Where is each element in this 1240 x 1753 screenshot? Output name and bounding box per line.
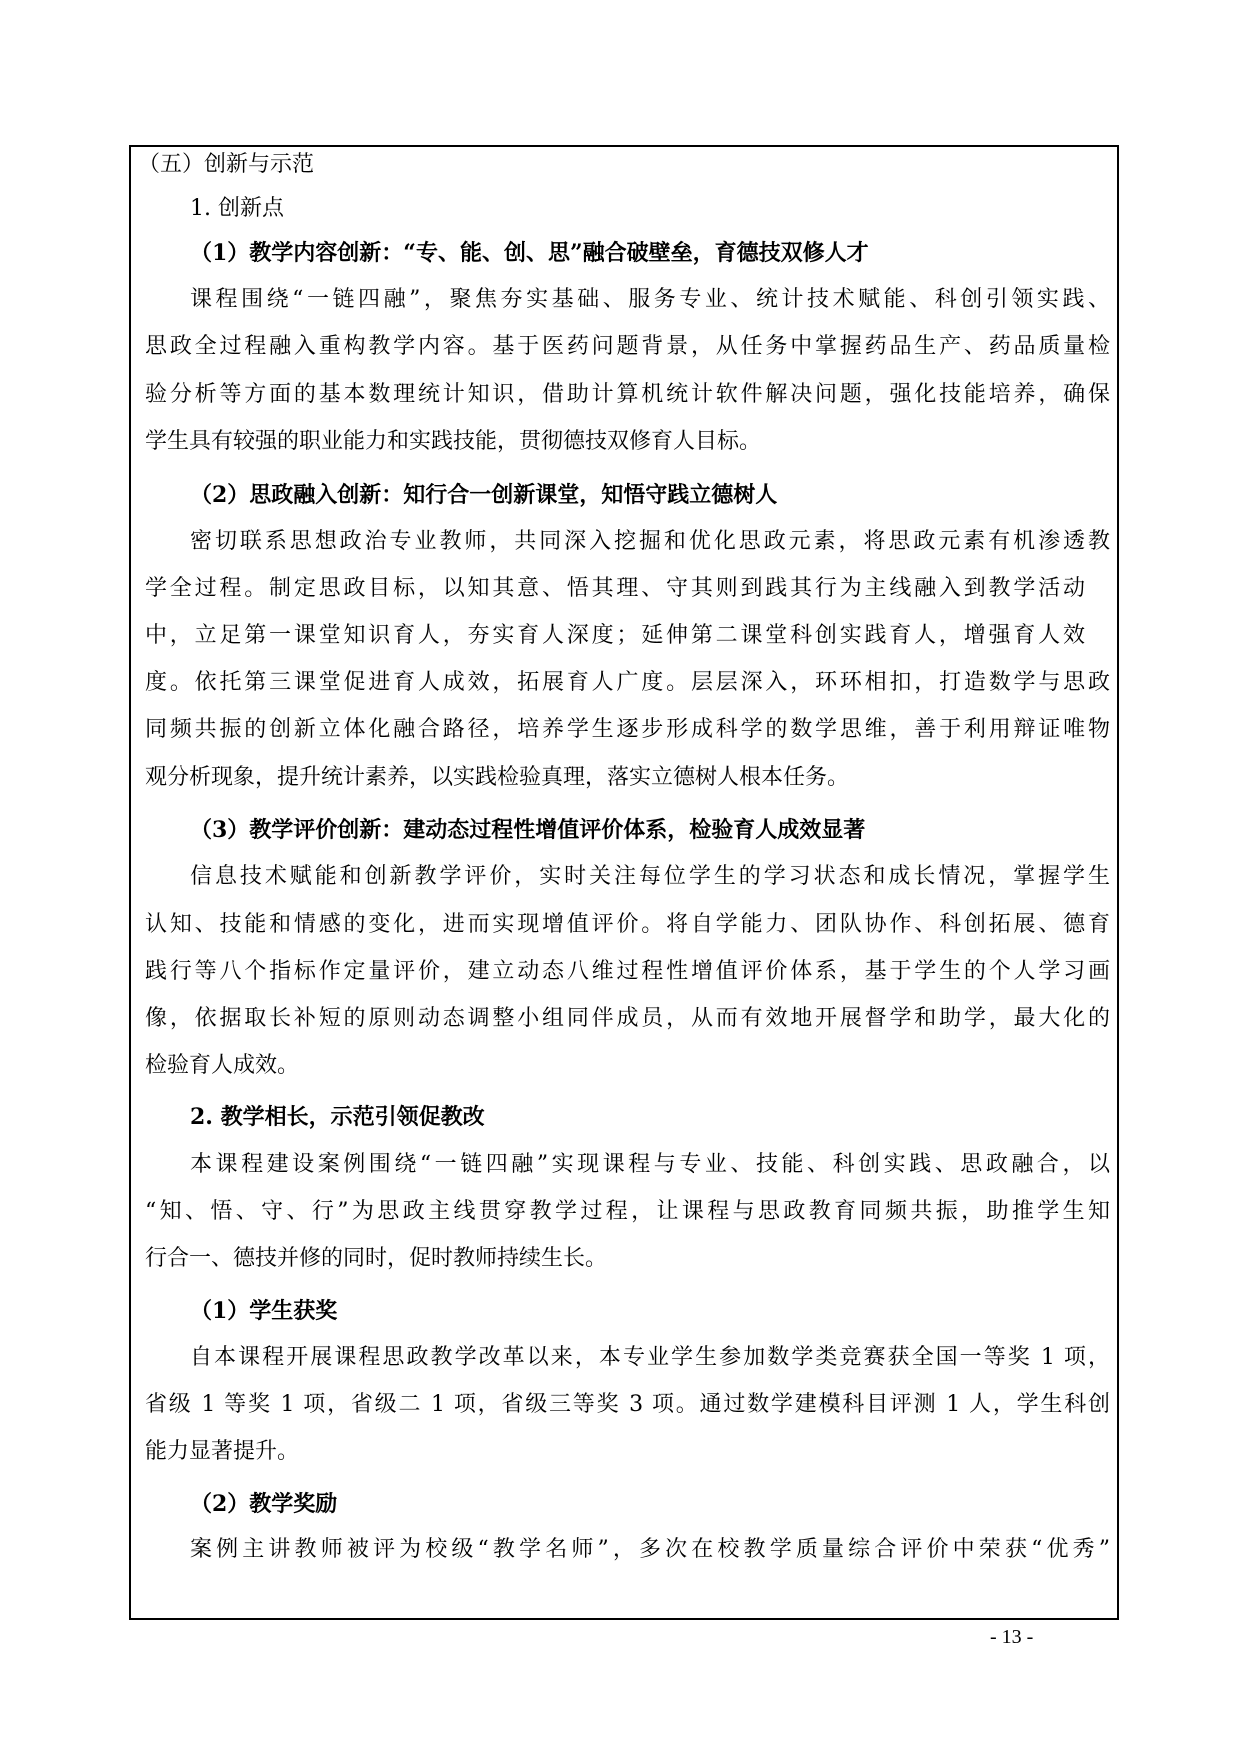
- heading-evaluation-innovation: （3）教学评价创新：建动态过程性增值评价体系，检验育人成效显著: [190, 817, 866, 843]
- para-line: 行合一、德技并修的同时，促时教师持续生长。: [145, 1246, 608, 1271]
- para-line: 课程围绕“一链四融”，聚焦夯实基础、服务专业、统计技术赋能、科创引领实践、: [190, 287, 1110, 312]
- heading-content-innovation: （1）教学内容创新：“专、能、创、思”融合破壁垒，育德技双修人才: [190, 240, 869, 266]
- para-line: 学生具有较强的职业能力和实践技能，贯彻德技双修育人目标。: [145, 429, 762, 454]
- para-line: 践行等八个指标作定量评价，建立动态八维过程性增值评价体系，基于学生的个人学习画: [145, 959, 1110, 984]
- para-line: “知、悟、守、行”为思政主线贯穿教学过程，让课程与思政教育同频共振，助推学生知: [145, 1199, 1110, 1224]
- para-line: 度。依托第三课堂促进育人成效，拓展育人广度。层层深入，环环相扣，打造数学与思政: [145, 670, 1110, 695]
- para-line: 省级 1 等奖 1 项，省级二 1 项，省级三等奖 3 项。通过数学建模科目评测 1 人，学生科创: [145, 1392, 1110, 1417]
- page-number: - 13 -: [990, 1626, 1034, 1648]
- heading-ideology-innovation: （2）思政融入创新：知行合一创新课堂，知悟守践立德树人: [190, 482, 778, 508]
- para-line: 像，依据取长补短的原则动态调整小组同伴成员，从而有效地开展督学和助学，最大化的: [145, 1006, 1110, 1031]
- heading-student-awards: （1）学生获奖: [190, 1298, 338, 1324]
- para-line: 观分析现象，提升统计素养，以实践检验真理，落实立德树人根本任务。: [145, 765, 850, 790]
- para-line: 学全过程。制定思政目标，以知其意、悟其理、守其则到践其行为主线融入到教学活动: [145, 576, 1085, 601]
- para-line: 认知、技能和情感的变化，进而实现增值评价。将自学能力、团队协作、科创拓展、德育: [145, 912, 1110, 937]
- para-line: 本课程建设案例围绕“一链四融”实现课程与专业、技能、科创实践、思政融合，以: [190, 1152, 1110, 1177]
- section-title: （五）创新与示范: [138, 152, 315, 177]
- para-line: 自本课程开展课程思政教学改革以来，本专业学生参加数学类竞赛获全国一等奖 1 项，: [190, 1345, 1110, 1370]
- para-line: 检验育人成效。: [145, 1053, 300, 1078]
- para-line: 验分析等方面的基本数理统计知识，借助计算机统计软件解决问题，强化技能培养，确保: [145, 382, 1110, 407]
- heading-teaching-awards: （2）教学奖励: [190, 1491, 338, 1517]
- para-line: 密切联系思想政治专业教师，共同深入挖掘和优化思政元素，将思政元素有机渗透教: [190, 529, 1110, 554]
- para-line: 信息技术赋能和创新教学评价，实时关注每位学生的学习状态和成长情况，掌握学生: [190, 864, 1110, 889]
- subsection-innovation: 1. 创新点: [190, 196, 284, 221]
- para-line: 能力显著提升。: [145, 1439, 300, 1464]
- para-line: 中，立足第一课堂知识育人，夯实育人深度；延伸第二课堂科创实践育人，增强育人效: [145, 623, 1085, 648]
- para-line: 思政全过程融入重构教学内容。基于医药问题背景，从任务中掌握药品生产、药品质量检: [145, 334, 1110, 359]
- para-line: 案例主讲教师被评为校级“教学名师”，多次在校教学质量综合评价中荣获“优秀”: [190, 1537, 1110, 1562]
- para-line: 同频共振的创新立体化融合路径，培养学生逐步形成科学的数学思维，善于利用辩证唯物: [145, 717, 1110, 742]
- subsection-teaching: 2. 教学相长，示范引领促教改: [190, 1104, 485, 1130]
